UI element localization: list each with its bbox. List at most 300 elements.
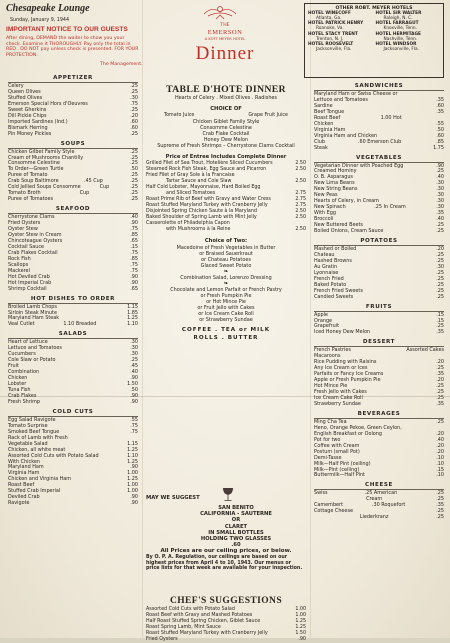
item-price: .30 <box>436 204 444 211</box>
item-price: 1.25 <box>127 446 138 453</box>
item-price: .20 <box>130 112 138 119</box>
item-price: .25 <box>436 418 444 425</box>
entree-price: 2.50 <box>295 215 306 220</box>
item-price: .25 <box>130 88 138 95</box>
ornament-icon: ❧ <box>223 280 229 287</box>
hotel-name: HOTEL FARRAGUT <box>375 21 419 27</box>
item-extra: .25 In Cream <box>374 204 406 211</box>
item-price: .35 <box>436 371 444 378</box>
item-label: Beef Tongue <box>314 108 345 115</box>
item-price: .60 <box>436 102 444 109</box>
item-price: .25 <box>130 83 138 89</box>
item-label: Club <box>314 138 325 145</box>
item-price: .55 <box>130 416 138 423</box>
chefs-suggestions <box>146 596 306 643</box>
dessert-option: Chocolate and Lemon Parfait or French Pastry <box>170 287 282 293</box>
item-price: .25 <box>436 228 444 235</box>
item-price: .90 <box>130 494 138 501</box>
item-label: Sweet Gherkins <box>8 106 47 113</box>
item-label: Chicken and Virginia Ham <box>8 476 72 483</box>
item-price: .90 <box>130 273 138 280</box>
menu-date: Sunday, January 9, 1944 <box>10 18 70 23</box>
ornament-icon: ❧ <box>223 268 229 275</box>
entree-label: Casserolette of Philadelphia Capon <box>146 221 230 226</box>
hotel-name: HOTEL SIR WALTER <box>375 11 422 16</box>
entree-label: Tartar Sauce and Cole Slaw <box>166 179 232 184</box>
item-price: .45 <box>130 363 138 370</box>
item-price: .30 <box>436 198 444 205</box>
section-heading: SEAFOOD <box>8 206 138 214</box>
item-label: Crab Soup Baltimore <box>8 178 59 185</box>
menu-item <box>314 515 444 521</box>
item-label: Egg Salad Ravigote <box>8 416 56 423</box>
item-label: Lettuce and Tomatoes <box>314 96 368 103</box>
side-option: Macedoine of Fresh Vegetables in Butter <box>176 245 276 251</box>
section-heading: DESSERT <box>314 339 444 347</box>
item-extra: .45 Cup <box>83 178 103 185</box>
item-label: Orange <box>314 317 333 324</box>
item-label: Tuna Fish <box>8 386 31 393</box>
item-price: .15 <box>436 317 444 324</box>
item-label: French Pastries <box>314 347 351 354</box>
hotel-name: HOTEL PATRICK HENRY <box>308 21 364 27</box>
fold-crease <box>142 0 143 638</box>
item-price: .25 <box>130 106 138 113</box>
item-price: .35 <box>436 400 444 407</box>
chef-label: Assorted Cold Cuts with Potato Salad <box>146 607 235 612</box>
hotel-entry <box>308 22 373 32</box>
logo-subtitle: A KOTT MEYER HOTEL <box>204 37 246 41</box>
item-price: .25 <box>436 287 444 294</box>
item-price: .10 <box>436 454 444 461</box>
juice-option: Tomato Juice <box>164 113 195 118</box>
starter-option: Consomme Celestine <box>200 125 252 131</box>
item-label: Steak <box>314 144 328 151</box>
section-heading: COLD CUTS <box>8 409 138 417</box>
table-dhote-section <box>146 72 306 342</box>
relish-line: Hearts of Celery . Mixed Olives . Radishes <box>175 95 277 101</box>
side-option: Glaced Sweet Potato <box>200 263 252 269</box>
item-price: .90 <box>130 375 138 382</box>
item-price: .25 <box>436 514 444 521</box>
item-price: .25 <box>436 168 444 175</box>
entree-label: Fried Filet of Gray Sole à la Francaise <box>146 173 235 178</box>
item-label: Ming Cha Tea <box>314 418 347 425</box>
entree-price: 2.50 <box>295 209 306 214</box>
item-label: Emerson Special Hors d'Oeuvres <box>8 100 88 107</box>
item-label: Baked Potato <box>314 281 347 288</box>
item-label: Veal Cutlet <box>8 321 35 328</box>
item-label: Vegetarian Dinner with Poached Egg <box>314 162 404 169</box>
chef-price: 1.00 <box>295 607 306 612</box>
wine-line: SAN BENITO <box>218 505 254 511</box>
venue-name: Chesapeake Lounge <box>6 3 90 14</box>
item-extra: Cup <box>99 184 110 191</box>
left-column <box>8 72 138 507</box>
starter-option: Chicken Giblet Family Style <box>192 119 260 125</box>
item-label: Pot for two <box>314 436 341 443</box>
item-label: Rock Fish <box>8 255 31 262</box>
item-price: .30 <box>130 345 138 352</box>
item-price: .85 <box>130 232 138 239</box>
item-label: Heno, Orange Pekoe, Green Ceylon, <box>314 424 402 431</box>
dessert-option: or Hot Mince Pie <box>206 299 246 305</box>
item-label: Strawberry Sundae <box>314 400 361 407</box>
menu-item <box>314 295 444 301</box>
item-price: .25 <box>436 293 444 300</box>
item-price: .50 <box>436 126 444 133</box>
juice-option: Grape Fruit Juice <box>248 113 288 118</box>
chef-label: Roast Beef with Gravy and Mashed Potatoes <box>146 613 253 618</box>
item-price: .25 <box>130 196 138 203</box>
item-label: Roast Beef <box>314 114 341 121</box>
item-price: .20 <box>436 442 444 449</box>
menu-item <box>8 501 138 507</box>
item-price: .25 <box>130 172 138 179</box>
entree-price: 2.75 <box>295 191 306 196</box>
wine-title: MAY WE SUGGEST <box>146 495 200 501</box>
hotel-name: HOTEL HERMITAGE <box>375 31 421 37</box>
notice-title: IMPORTANT NOTICE TO OUR GUESTS <box>6 26 128 33</box>
item-extra: .25 American <box>364 490 398 497</box>
item-label: Virginia Ham <box>314 126 346 133</box>
item-price: .30 <box>436 186 444 193</box>
item-label: Candied Sweets <box>314 293 354 300</box>
item-label: Lobster <box>8 381 27 388</box>
item-price: .90 <box>130 392 138 399</box>
item-price: .10 <box>436 472 444 479</box>
item-price: .90 <box>130 500 138 507</box>
item-label: Cocktail Sauce <box>8 243 45 250</box>
section-heading: HOT DISHES TO ORDER <box>8 296 138 304</box>
item-label: Vegetable Salad <box>8 440 48 447</box>
hotel-name: HOTEL WINECOFF <box>308 11 351 16</box>
item-label: Milk—Pint (ceiling) <box>314 466 360 473</box>
item-price: .90 <box>130 220 138 227</box>
entree-label: Steamed Rock Fish Steak, Egg Sauce and Picarron <box>146 167 267 172</box>
chef-price: 1.25 <box>295 625 306 630</box>
hotel-city: Atlanta, Ga. <box>316 15 342 21</box>
item-price: .20 <box>436 430 444 437</box>
item-price: .60 <box>436 132 444 139</box>
item-price: .30 <box>130 339 138 346</box>
entree-price: 2.50 <box>295 179 306 184</box>
hotel-city: Trenton, N. J. <box>316 36 344 42</box>
item-label: Consomme Celestine <box>8 160 60 167</box>
item-price: 1.50 <box>127 381 138 388</box>
side-option: or Chateau Potatoes <box>201 257 251 263</box>
item-price: 1.85 <box>127 309 138 316</box>
wine-line: CALIFORNIA - SAUTERNE <box>200 511 272 518</box>
item-price: .75 <box>130 226 138 233</box>
wine-line: CLARET <box>224 523 248 530</box>
item-label: Deviled Crab <box>8 494 40 501</box>
entree-label: Half Cold Lobster, Mayonnaise, Hard Boiled Egg <box>146 185 261 190</box>
item-price: .25 <box>436 251 444 258</box>
ceiling-heading: All Prices are our ceiling prices, or below. <box>160 548 292 554</box>
item-price: .35 <box>436 502 444 509</box>
entree-label: with Mushrooms à la Reine <box>166 227 231 232</box>
item-label: Fresh Shrimp <box>8 398 41 405</box>
item-price: .15 <box>436 466 444 473</box>
starter-option: Crab Flake Cocktail <box>202 131 250 137</box>
item-label: New Spinach <box>314 204 346 211</box>
item-price: .25 <box>130 160 138 167</box>
item-label: Oyster Stew in Cream <box>8 232 62 239</box>
item-label: New Buttered Beets <box>314 222 363 229</box>
item-price: 1.00 <box>127 470 138 477</box>
item-price: .30 <box>436 192 444 199</box>
supreme-line: Supreme of Fresh Shrimps – Cherrystone Clams Cocktail <box>157 143 295 149</box>
item-price: .15 <box>130 243 138 250</box>
hotel-city: Jacksonville, Fla. <box>383 46 420 52</box>
menu-item <box>314 330 444 336</box>
item-price: .90 <box>130 279 138 286</box>
item-label: Rack of Lamb with Fresh <box>8 434 68 441</box>
table-dhote-title: TABLE D'HOTE DINNER <box>166 84 286 95</box>
item-price: .40 <box>130 214 138 221</box>
item-price: .55 <box>436 120 444 127</box>
entree-label: Grilled Filet of Sea Trout, Hotelière Sliced Cucumbers <box>146 161 273 166</box>
ceiling-text: By O. P. A. Regulation, our ceilings are based on our highest prices from April 4 to 10, 1943. Our menus or price lists for that week are available for your inspection. <box>146 555 303 572</box>
item-price: .35 <box>436 96 444 103</box>
item-label: Assorted Cold Cuts with Potato Salad <box>8 452 99 459</box>
item-price: .50 <box>130 166 138 173</box>
item-label: Parfaits or Fancy Ice Creams <box>314 371 384 378</box>
item-price: .15 <box>436 311 444 318</box>
menu-item <box>314 402 444 408</box>
sides-heading: Choice of Two: <box>204 238 248 244</box>
item-label: Maryland Ham Steak <box>8 315 60 322</box>
section-heading: APPETIZER <box>8 75 138 83</box>
entree-label: Roast Stuffed Maryland Turkey with Cranberry Jelly <box>146 203 268 208</box>
item-label: Apple or Fresh Pumpkin Pie <box>314 377 381 384</box>
entree-price: 2.50 <box>295 161 306 166</box>
item-price: 1.25 <box>127 458 138 465</box>
item-label: Fresh Jello with Cakes <box>314 389 367 396</box>
dinner-title: Dinner <box>195 43 255 64</box>
bread-line: ROLLS . BUTTER <box>193 335 259 341</box>
item-price: .20 <box>436 377 444 384</box>
item-label: French Fried Sweets <box>314 287 363 294</box>
chef-label: Roast Spring Lamb, Mint Sauce <box>146 625 221 630</box>
menu-item <box>8 287 138 293</box>
ceiling-notice <box>146 548 306 572</box>
item-price: .35 <box>436 210 444 217</box>
item-label: Au Gratin <box>314 263 338 270</box>
item-price: .25 <box>436 389 444 396</box>
item-label: Crab Flakes <box>8 392 37 399</box>
wine-line: IN SMALL BOTTLES <box>208 529 264 536</box>
entree-price: 2.75 <box>295 197 306 202</box>
item-label: Milk—Half Pint (ceiling) <box>314 460 371 467</box>
item-price: .65 <box>130 285 138 292</box>
item-price: .90 <box>436 162 444 169</box>
item-label: With Egg <box>314 210 336 217</box>
dessert-option: or Strawberry Sundae <box>199 317 253 323</box>
item-price: .75 <box>130 100 138 107</box>
item-label: Camembert <box>314 502 343 509</box>
notice-body: After dining, DEMAND the waiter to show you your check. Examine it THOROUGHLY. Pay only the total in RED . DO NOT pay unless check is presented. FOR YOUR PROTECTION. <box>6 36 139 58</box>
item-label: Cucumbers <box>8 351 36 358</box>
item-label: English Breakfast or Oolong <box>314 430 383 437</box>
item-price: .20 <box>436 245 444 252</box>
item-price: .25 <box>436 383 444 390</box>
item-label: Puree of Tomato <box>8 172 48 179</box>
section-heading: POTATOES <box>314 238 444 246</box>
item-label: Cottage Cheese <box>314 508 353 515</box>
item-price: .25 <box>436 257 444 264</box>
item-price: .25 <box>436 365 444 372</box>
wine-line: HOLDING TWO GLASSES <box>200 536 272 543</box>
menu-item <box>314 229 444 235</box>
item-label: Combination <box>8 369 40 376</box>
item-price: 1.15 <box>127 440 138 447</box>
item-label: Smoked Beef Tongue <box>8 428 60 435</box>
item-price: .20 <box>436 359 444 366</box>
item-label: Iced Honey Dew Melon <box>314 329 371 336</box>
notice-signature: The Management. <box>100 62 143 67</box>
item-label: Sardine <box>314 102 333 109</box>
item-price: .85 <box>130 255 138 262</box>
item-label: Hashed Browns <box>314 257 352 264</box>
item-price: Assorted Cakes <box>406 347 444 354</box>
item-price: 1.25 <box>127 476 138 483</box>
item-label: Hot Imperial Crab <box>8 279 52 286</box>
entree-price: 2.75 <box>295 203 306 208</box>
entree-list <box>146 161 306 233</box>
hotel-entry <box>308 43 373 53</box>
item-price: .90 <box>130 464 138 471</box>
item-price: .75 <box>130 422 138 429</box>
hotel-entry <box>376 22 441 32</box>
item-label: French Fried <box>314 275 344 282</box>
item-label: Hot Mince Pie <box>314 383 348 390</box>
item-price: .75 <box>130 249 138 256</box>
hotels-list <box>308 12 440 53</box>
choice-heading: CHOICE OF <box>210 106 242 112</box>
item-label: Queen Olives <box>8 88 41 95</box>
item-price: .75 <box>130 428 138 435</box>
starter-options <box>146 119 306 143</box>
salad-line: Combination Salad, Lorenzo Dressing <box>180 275 272 281</box>
item-price: 1.75 <box>433 144 444 151</box>
item-label: Chicken, all white meat <box>8 446 66 453</box>
entree-price: 2.50 <box>295 227 306 232</box>
item-label: Oyster Stew <box>8 226 38 233</box>
wine-details <box>168 505 304 548</box>
item-extra: 1.00 Hot <box>380 114 402 121</box>
item-label: New Peas <box>314 192 338 199</box>
item-label: Tomato Surprise <box>8 422 48 429</box>
hotel-entry <box>376 33 441 43</box>
item-price: .65 <box>130 237 138 244</box>
hotel-city: Knoxville, Tenn. <box>383 26 417 32</box>
hotel-city: Raleigh, N. C. <box>383 15 413 21</box>
item-label: Postum (small Pot) <box>314 448 360 455</box>
entree-price: 2.50 <box>295 167 306 172</box>
item-label: Ice Cream Cake Roll <box>314 394 363 401</box>
section-heading: SOUPS <box>8 141 138 149</box>
item-price: 1.25 <box>127 315 138 322</box>
item-price: .30 <box>130 351 138 358</box>
item-label: Chicken <box>314 120 334 127</box>
item-label: Chateau <box>314 251 335 258</box>
item-label: Mashed or Boiled <box>314 245 357 252</box>
chef-label: Roast Stuffed Maryland Turkey with Cranberry Jelly <box>146 631 268 636</box>
hotel-city: Nashville, Tenn. <box>383 36 418 42</box>
item-price: .10 <box>436 460 444 467</box>
dessert-option: or Fruit Jello with Cakes <box>197 305 255 311</box>
item-price: .30 <box>436 180 444 187</box>
item-price: .30 <box>436 263 444 270</box>
item-label: Swiss <box>314 490 328 497</box>
item-label: Pin Money Pickles <box>8 130 52 137</box>
item-price: .25 <box>130 130 138 137</box>
entree-label: Disjointed Spring Chicken Saute à la Maryland <box>146 209 257 214</box>
item-price: .40 <box>130 369 138 376</box>
item-label: Cherrystone Clams <box>8 214 55 221</box>
item-extra: 1.10 Breaded <box>63 321 97 328</box>
item-label: Stuffed Olives <box>8 94 43 101</box>
wine-line: .60 <box>231 542 241 549</box>
item-label: Macaroons <box>314 353 341 360</box>
chef-price: .90 <box>298 637 306 642</box>
item-label: Virginia Ham <box>8 470 40 477</box>
item-label: Fried Oysters <box>8 220 41 227</box>
chef-price: 1.00 <box>295 613 306 618</box>
item-extra: .60 Emerson Club <box>357 138 402 145</box>
item-price: .25 <box>130 190 138 197</box>
hotel-city: Jacksonville, Fla. <box>316 46 352 52</box>
item-price: .25 <box>436 496 444 503</box>
item-label: Maryland Ham <box>8 464 44 471</box>
hotel-entry <box>376 43 441 53</box>
item-label: Dill Pickle Chips <box>8 112 47 119</box>
chef-label: Half Roast Stuffed Spring Chicken, Giblet Sauce <box>146 619 261 624</box>
menu-item <box>314 146 444 152</box>
starter-option: Honey Dew Melon <box>203 137 249 143</box>
menu-item <box>8 400 138 406</box>
entree-label: Baked Shoulder of Spring Lamb with Mint Jelly <box>146 215 257 220</box>
item-label: Heart of Lettuce <box>8 339 48 346</box>
hotels-title: OTHER ROBT. MEYER HOTELS <box>335 6 413 11</box>
item-label: Imported Sardines (Ind.) <box>8 118 68 125</box>
dessert-option: or Fresh Pumpkin Pie <box>200 293 252 299</box>
item-label: Cole Slaw or Potato <box>8 357 56 364</box>
item-label: Apple <box>314 311 328 318</box>
wine-line: OR <box>231 517 241 524</box>
item-label: Any Ice Cream or Ices <box>314 365 368 372</box>
item-label: Buttermilk—Half Pint <box>314 472 365 479</box>
chef-item <box>146 637 306 643</box>
item-label: Boiled Onions, Cream Sauce <box>314 228 384 235</box>
item-price: .85 <box>436 138 444 145</box>
item-label: Bismark Herring <box>8 124 48 131</box>
item-label: Lyonnaise <box>314 269 339 276</box>
item-price: .30 <box>130 94 138 101</box>
item-label: New Lima Beans <box>314 180 355 187</box>
section-heading: SANDWICHES <box>314 83 444 91</box>
item-price: .35 <box>436 329 444 336</box>
item-label: Ravigote <box>8 500 30 507</box>
dessert-options <box>146 287 306 323</box>
menu-item <box>8 132 138 138</box>
item-label: Chicken <box>8 375 28 382</box>
item-price: .25 <box>436 323 444 330</box>
side-options <box>146 245 306 269</box>
item-label: Roast Beef <box>8 482 35 489</box>
